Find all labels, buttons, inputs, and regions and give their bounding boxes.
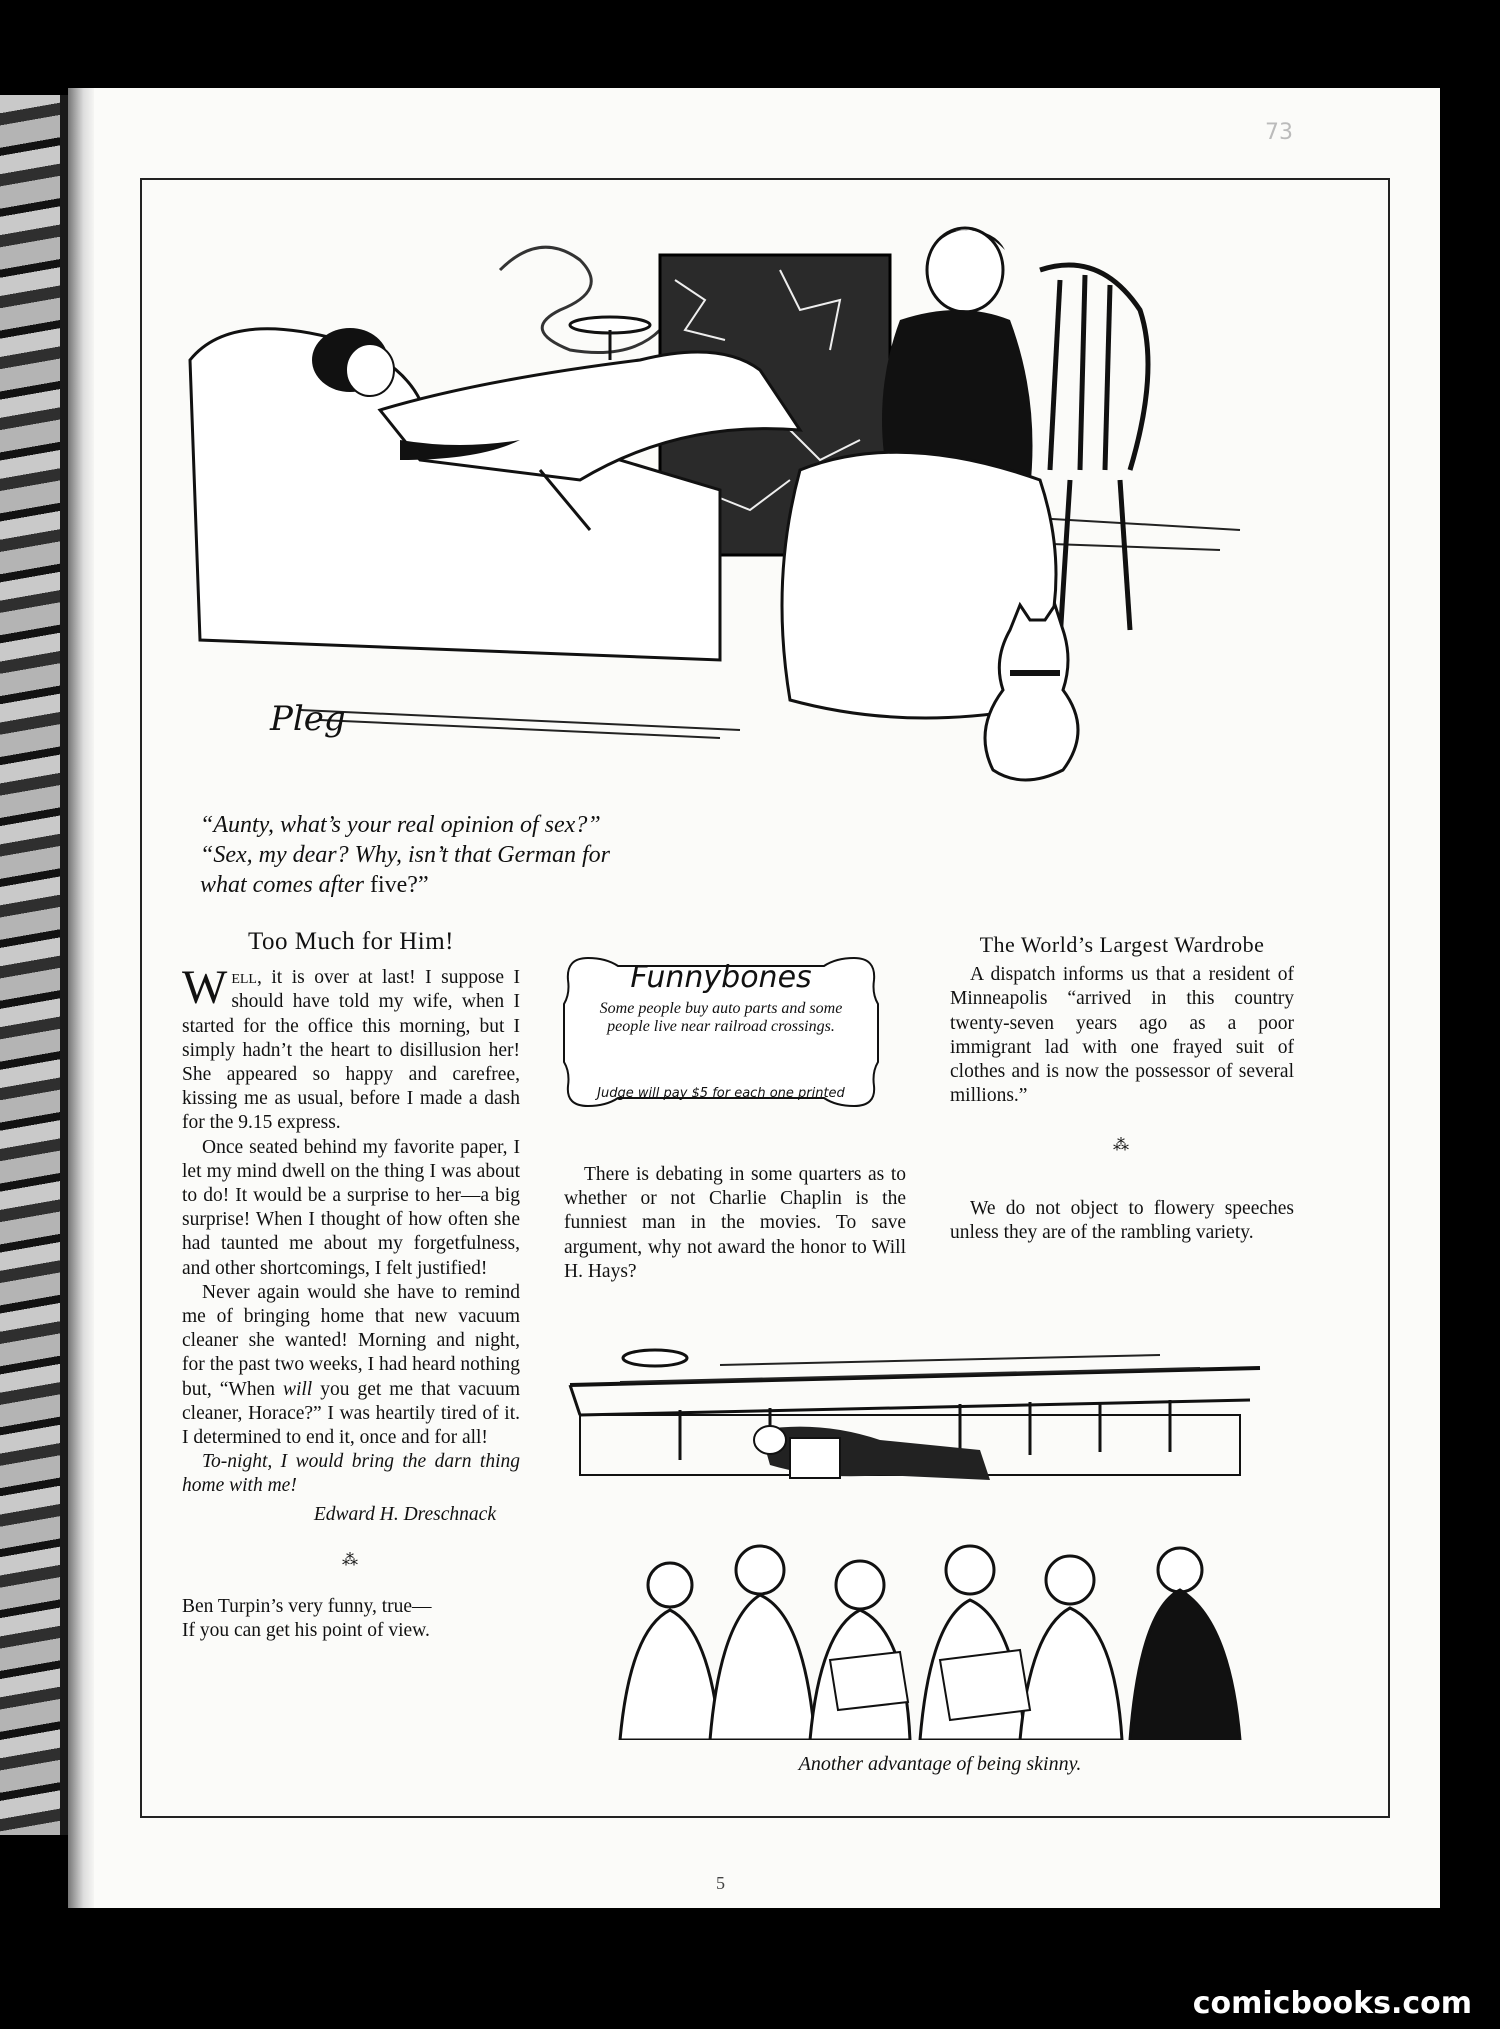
article-paragraph-2: Once seated behind my favorite paper, I let my mind dwell on the thing I was about to do! It would be a surprise to her—a big surprise! When I thought of how often she had taunted me about my forgetfulness, and other shortcomings, I felt justified! <box>182 1136 520 1279</box>
caption-line-1: “Aunty, what’s your real opinion of sex?” <box>200 812 601 838</box>
chaplin-text: There is debating in some quarters as to whether or not Charlie Chaplin is the funniest man in the movies. To save argument, why not award the honor to Will H. Hays? <box>564 1164 906 1282</box>
artist-signature: Pleg <box>270 699 346 739</box>
paragraph-1-text: it is over at last! I suppose I should have told my wife, when I started for the office this morning, but I simply hadn’t the heart to disillusion her! She appeared so happy and carefree, kissing me as usual, before I made a dash for the 9.15 express. <box>182 967 520 1134</box>
paragraph-3-text-b: you get me that vacuum cleaner, Horace?” I was heartily tired of it. I determined to end it, once and for all! <box>182 1378 520 1449</box>
passengers <box>620 1546 1240 1740</box>
first-word: ell, <box>231 967 262 989</box>
caption-line-3-roman: five?” <box>363 872 429 898</box>
paragraph-3-text-a: Never again would she have to remind me of bringing home that new vacuum cleaner she wanted! Morning and night, for the past two weeks, I had heard nothing but, “When <box>182 1281 520 1400</box>
smoke-wisp <box>500 247 660 352</box>
chaplin-paragraph <box>564 1163 906 1284</box>
article-title: Too Much for Him! <box>247 928 455 955</box>
funnybones-joke: Some people buy auto parts and some people live near railroad crossings. <box>599 1000 843 1035</box>
top-cartoon-illustration <box>180 210 1320 870</box>
funnybones-footer: Judge will pay $5 for each one printed <box>597 1086 845 1101</box>
wardrobe-text: A dispatch informs us that a resident of Minneapolis “arrived in this country twenty-seven years ago as a poor immigrant lad with one frayed suit of clothes and is now the possessor of several millions.” <box>950 964 1294 1107</box>
flowery-text: We do not object to flowery speeches unless they are of the rambling variety. <box>950 1197 1294 1243</box>
funnybones-title: Funnybones <box>630 960 812 995</box>
caption-line-3-italic: what comes after <box>200 872 364 898</box>
article-signature: Edward H. Dreschnack <box>313 1503 496 1525</box>
page-binding <box>68 88 94 1908</box>
funnybones-box <box>560 948 882 1108</box>
caption-line-3 <box>200 870 1070 900</box>
adjacent-page-edge <box>0 95 70 1835</box>
article-paragraph-1 <box>182 961 520 1135</box>
article-column <box>182 930 520 1643</box>
wardrobe-title: The World’s Largest Wardrobe <box>979 932 1265 957</box>
page-number: 5 <box>716 1873 725 1893</box>
caption-line-2: “Sex, my dear? Why, isn’t that German for <box>200 842 610 868</box>
ben-turpin-line-1: Ben Turpin’s very funny, true— <box>182 1596 432 1618</box>
article-paragraph-3 <box>182 1281 520 1450</box>
wardrobe-column <box>950 933 1294 1245</box>
bottom-cartoon-illustration <box>560 1340 1300 1740</box>
paragraph-3-will: will <box>282 1378 313 1400</box>
pencil-mark: 73 <box>1265 120 1293 145</box>
section-divider-stars: ⁂ <box>342 1551 360 1569</box>
top-cartoon-caption <box>200 810 1070 900</box>
drop-cap: W <box>182 961 228 1015</box>
article-paragraph-4: To-night, I would bring the darn thing home with me! <box>182 1451 520 1497</box>
ben-turpin-line-2: If you can get his point of view. <box>182 1620 430 1642</box>
bottom-cartoon-caption: Another advantage of being skinny. <box>798 1753 1082 1775</box>
wardrobe-divider-stars: ⁂ <box>1113 1137 1131 1155</box>
watermark: comicbooks.com <box>1192 1986 1472 2021</box>
